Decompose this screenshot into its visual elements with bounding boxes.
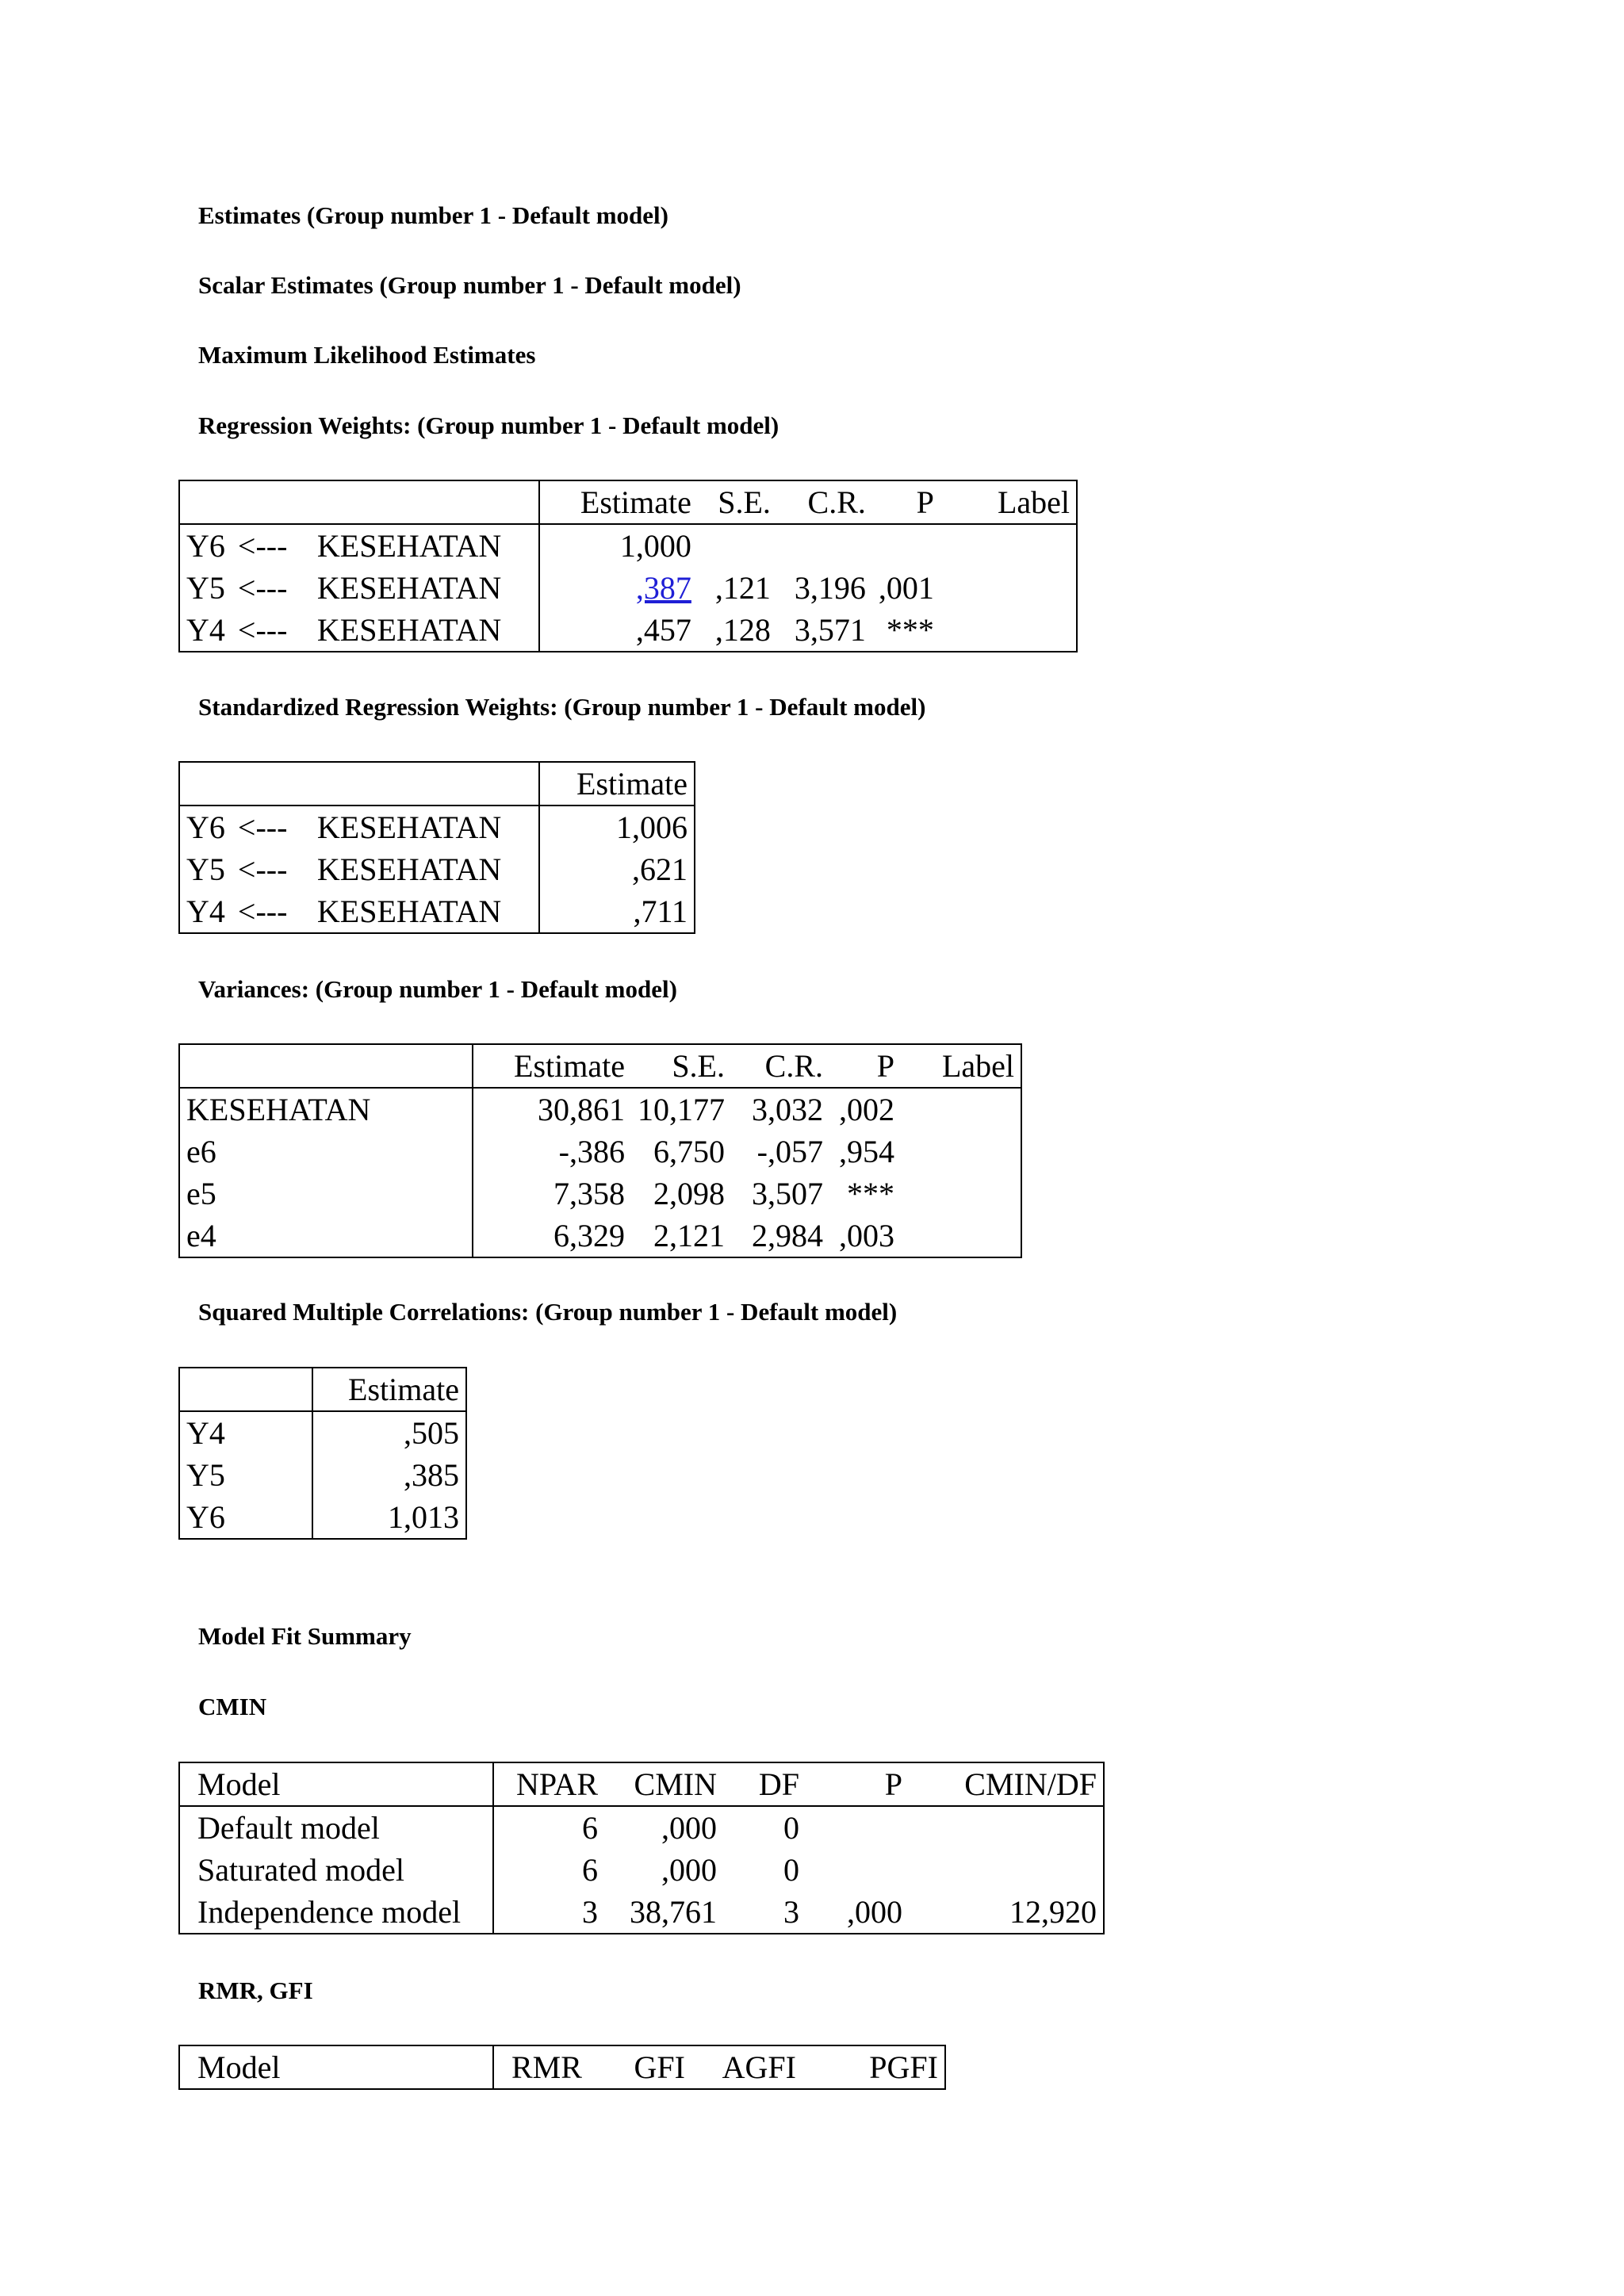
cell: ,000 <box>661 1851 717 1888</box>
table-row <box>179 1131 1021 1173</box>
cell: 1,013 <box>388 1498 459 1535</box>
cell: 12,920 <box>1009 1893 1097 1930</box>
table-row <box>179 806 695 848</box>
cell: Y4 <box>186 611 225 648</box>
cell: 3,507 <box>752 1175 823 1211</box>
cell: 3 <box>582 1893 598 1930</box>
cell: ,457 <box>635 611 691 648</box>
col-header: RMR <box>511 2049 582 2085</box>
table-row <box>179 1411 466 1454</box>
cell: Independence model <box>179 1891 493 1934</box>
table-row <box>179 890 695 933</box>
table-header-row <box>179 1044 1021 1088</box>
cell: ,000 <box>847 1893 902 1930</box>
cmin-table <box>178 1762 1105 1934</box>
table-row <box>179 1454 466 1496</box>
cell: KESEHATAN <box>311 806 539 848</box>
table-header-row <box>179 480 1077 524</box>
col-header: PGFI <box>869 2049 938 2085</box>
cell: 38,761 <box>630 1893 717 1930</box>
table-header-row <box>179 1762 1104 1806</box>
table-row <box>179 1088 1021 1131</box>
col-header: P <box>872 480 940 524</box>
cell: 3,196 <box>794 569 866 606</box>
cell: 10,177 <box>638 1091 725 1127</box>
cell: 1,006 <box>616 809 688 845</box>
col-header: C.R. <box>731 1044 829 1088</box>
cell: 3 <box>783 1893 799 1930</box>
table-header-row <box>179 2045 945 2089</box>
heading-rmr-gfi: RMR, GFI <box>198 1976 313 2004</box>
cell <box>909 1806 1104 1849</box>
cell <box>806 1806 909 1849</box>
cell: KESEHATAN <box>311 567 539 609</box>
cell: e6 <box>179 1131 473 1173</box>
cell: ,003 <box>839 1217 894 1253</box>
cell <box>940 567 1077 609</box>
col-header: S.E. <box>698 480 777 524</box>
cell: ,711 <box>633 893 688 929</box>
table-row <box>179 524 1077 567</box>
cell: <--- <box>237 527 288 564</box>
table-header-row <box>179 1368 466 1411</box>
cell: <--- <box>237 611 288 648</box>
cell: <--- <box>237 569 288 606</box>
cell: KESEHATAN <box>311 524 539 567</box>
col-header: Estimate <box>539 480 698 524</box>
col-header: Model <box>179 1762 493 1806</box>
cell: ,128 <box>714 611 771 648</box>
col-header: Estimate <box>539 762 695 806</box>
cell: 7,358 <box>553 1175 625 1211</box>
col-header: GFI <box>634 2049 685 2085</box>
cell <box>940 609 1077 652</box>
cell: Y5 <box>186 569 225 606</box>
standardized-weights-table <box>178 761 695 934</box>
cell: 2,984 <box>752 1217 823 1253</box>
cell: ,621 <box>632 851 688 887</box>
cell: 6,329 <box>553 1217 625 1253</box>
cell: *** <box>847 1175 894 1211</box>
col-header: DF <box>723 1762 806 1806</box>
cell: KESEHATAN <box>311 609 539 652</box>
cell <box>940 524 1077 567</box>
col-header: AGFI <box>722 2049 796 2085</box>
cell <box>872 524 940 567</box>
cell: Y4 <box>186 893 225 929</box>
heading-cmin: CMIN <box>198 1693 267 1720</box>
cell: 30,861 <box>538 1091 625 1127</box>
cell: Y6 <box>186 527 225 564</box>
cell <box>909 1849 1104 1891</box>
col-header: Label <box>940 480 1077 524</box>
cell: 6,750 <box>653 1133 725 1169</box>
cell <box>698 524 777 567</box>
heading-variances: Variances: (Group number 1 - Default model) <box>198 975 677 1003</box>
heading-regression-weights: Regression Weights: (Group number 1 - Default model) <box>198 411 779 439</box>
col-header: CMIN/DF <box>909 1762 1104 1806</box>
cell: <--- <box>237 893 288 929</box>
cell: -,386 <box>558 1133 625 1169</box>
heading-estimates: Estimates (Group number 1 - Default model) <box>198 201 668 229</box>
cell <box>806 1849 909 1891</box>
cell: -,057 <box>756 1133 823 1169</box>
heading-squared-multiple-correlations: Squared Multiple Correlations: (Group number 1 - Default model) <box>198 1298 898 1326</box>
table-row <box>179 1173 1021 1215</box>
cell: 2,098 <box>653 1175 725 1211</box>
cell: Y6 <box>179 1496 312 1539</box>
cell: KESEHATAN <box>311 890 539 933</box>
cell: ,000 <box>661 1809 717 1846</box>
col-header: NPAR <box>493 1762 604 1806</box>
cell: 0 <box>783 1851 799 1888</box>
cell: ,385 <box>404 1456 459 1493</box>
col-header: CMIN <box>604 1762 723 1806</box>
estimate-link[interactable]: ,387 <box>635 569 691 606</box>
col-header: Model <box>179 2045 493 2089</box>
cell: 6 <box>582 1851 598 1888</box>
cell: ,001 <box>878 569 934 606</box>
table-row <box>179 1215 1021 1257</box>
cell: 6 <box>582 1809 598 1846</box>
col-header: P <box>829 1044 901 1088</box>
cell: Y5 <box>186 851 225 887</box>
cell: KESEHATAN <box>311 848 539 890</box>
smc-table <box>178 1367 467 1540</box>
heading-mle: Maximum Likelihood Estimates <box>198 341 536 369</box>
heading-scalar-estimates: Scalar Estimates (Group number 1 - Default model) <box>198 271 741 299</box>
heading-model-fit-summary: Model Fit Summary <box>198 1622 412 1650</box>
cell: KESEHATAN <box>179 1088 473 1131</box>
heading-standardized-weights: Standardized Regression Weights: (Group number 1 - Default model) <box>198 693 926 721</box>
table-row <box>179 1806 1104 1849</box>
cell: ,505 <box>404 1414 459 1451</box>
cell: ,954 <box>839 1133 894 1169</box>
col-header: P <box>806 1762 909 1806</box>
table-row <box>179 1496 466 1539</box>
cell: 3,571 <box>794 611 866 648</box>
cell: 1,000 <box>619 527 691 564</box>
cell: e5 <box>179 1173 473 1215</box>
table-row <box>179 567 1077 609</box>
variances-table <box>178 1043 1022 1258</box>
col-header: Estimate <box>312 1368 466 1411</box>
cell: Saturated model <box>179 1849 493 1891</box>
col-header: C.R. <box>777 480 872 524</box>
cell: 0 <box>783 1809 799 1846</box>
cell: <--- <box>237 851 288 887</box>
cell: Y5 <box>179 1454 312 1496</box>
cell: e4 <box>179 1215 473 1257</box>
cell: *** <box>886 611 934 648</box>
table-row <box>179 848 695 890</box>
cell: ,002 <box>839 1091 894 1127</box>
regression-weights-table <box>178 480 1078 652</box>
table-header-row <box>179 762 695 806</box>
cell <box>777 524 872 567</box>
cell: Default model <box>179 1806 493 1849</box>
table-row <box>179 1891 1104 1934</box>
cell: Y6 <box>186 809 225 845</box>
table-row <box>179 1849 1104 1891</box>
cell: <--- <box>237 809 288 845</box>
cell: ,121 <box>714 569 771 606</box>
table-row <box>179 609 1077 652</box>
cell: 2,121 <box>653 1217 725 1253</box>
cell: 3,032 <box>752 1091 823 1127</box>
col-header: S.E. <box>631 1044 731 1088</box>
rmr-gfi-table <box>178 2045 946 2090</box>
col-header: Estimate <box>473 1044 631 1088</box>
col-header: Label <box>901 1044 1021 1088</box>
cell: Y4 <box>179 1411 312 1454</box>
